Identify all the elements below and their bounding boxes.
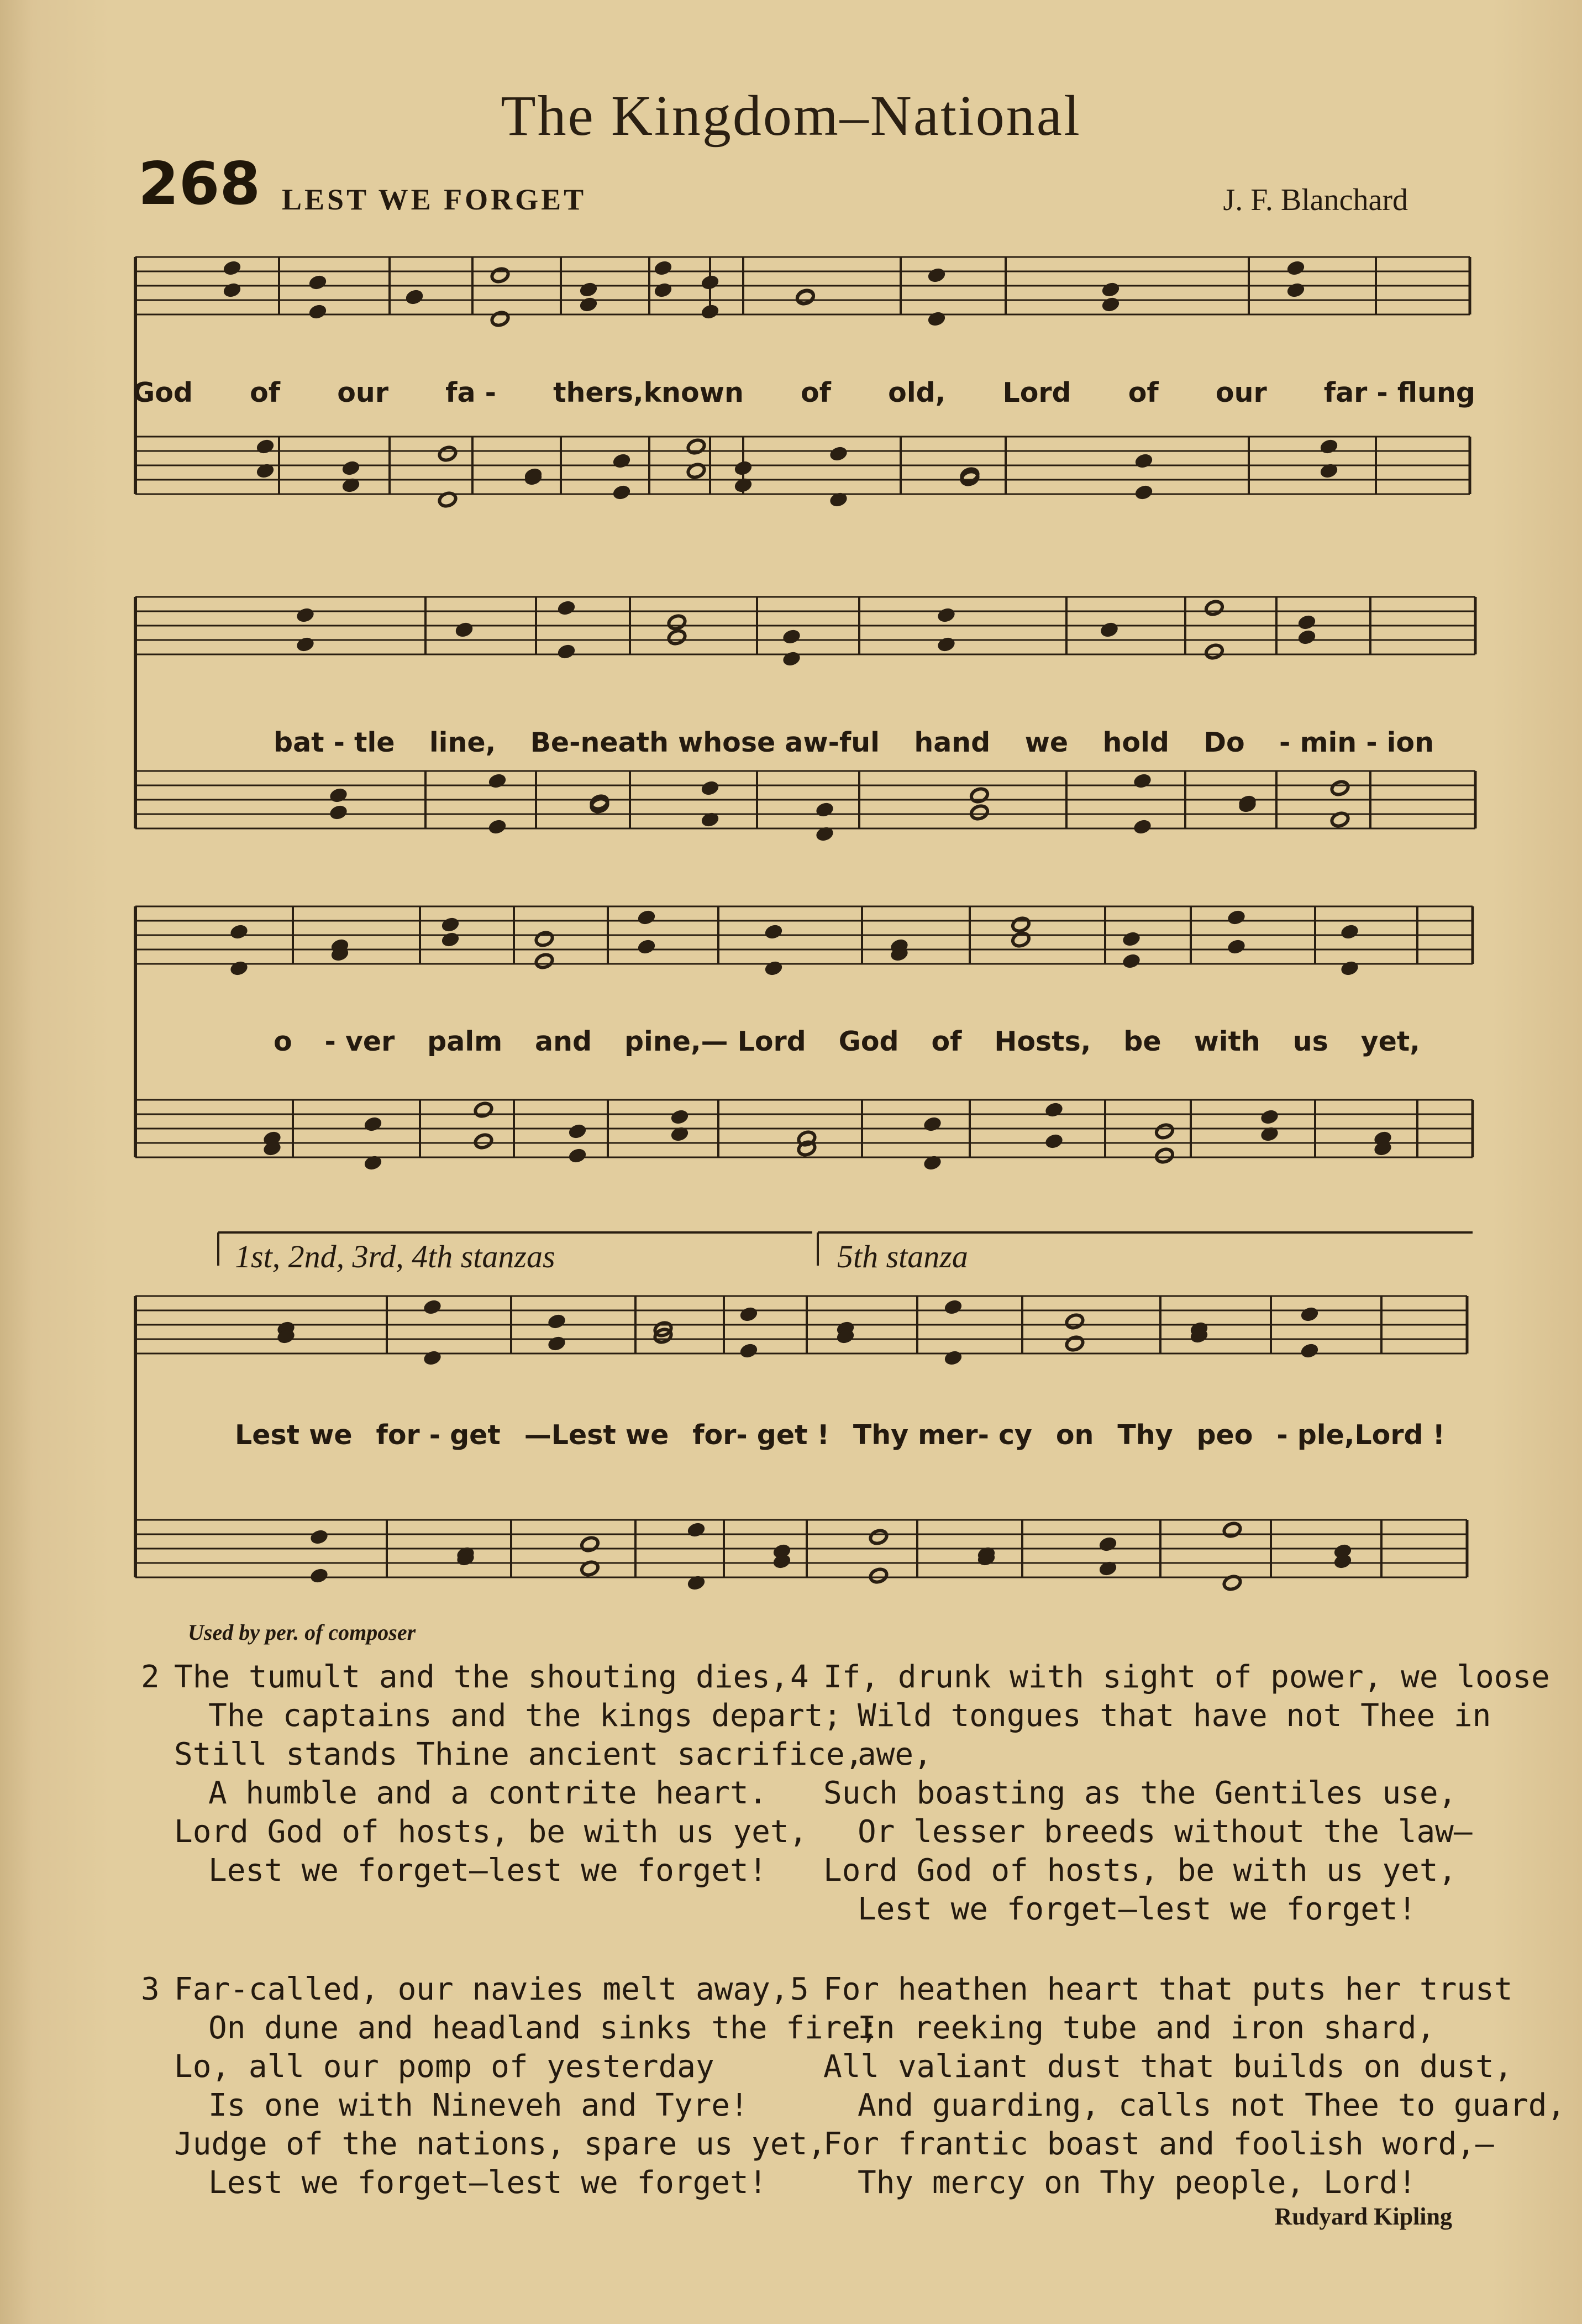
note-head <box>1340 960 1360 977</box>
note-head <box>222 260 242 277</box>
note-head <box>556 643 576 660</box>
note-head <box>700 274 720 291</box>
note-head <box>363 1116 383 1133</box>
note-head <box>296 607 316 624</box>
note-head <box>534 953 554 970</box>
note-head <box>308 274 328 291</box>
note-head <box>970 804 990 821</box>
note-head <box>556 600 576 617</box>
note-head <box>700 303 720 321</box>
note-head <box>686 438 706 455</box>
note-head <box>1319 438 1339 455</box>
note-head <box>1205 643 1224 660</box>
note-head <box>1297 614 1317 631</box>
note-head <box>612 484 632 501</box>
note-head <box>341 460 361 477</box>
note-head <box>1227 938 1247 956</box>
note-head <box>309 1529 329 1546</box>
note-head <box>1122 931 1142 948</box>
note-head <box>1222 1522 1242 1539</box>
note-head <box>653 260 673 277</box>
stanza-2: 2 The tumult and the shouting dies, The captains and the kings depart; Still stands Thine ancient sacrifice, A humble and a contrite heart. Lord God of hosts, be with us yet, Lest we forget—lest we forget! <box>141 1659 864 1888</box>
note-head <box>1133 819 1153 836</box>
second-ending-label: 5th stanza <box>837 1239 968 1274</box>
note-head <box>653 282 673 299</box>
note-head <box>1330 780 1350 797</box>
stanza-5: 5 For heathen heart that puts her trust In reeking tube and iron shard, All valiant dust that builds on dust, And guarding, calls not Thee to guard, For frantic boast and foolish word,— Thy mercy on Thy people, Lord! <box>790 1971 1566 2201</box>
note-head <box>970 787 990 804</box>
note-head <box>667 629 687 646</box>
note-head <box>474 1133 493 1150</box>
note-head <box>686 1522 706 1539</box>
note-head <box>1155 1147 1175 1164</box>
note-head <box>423 1299 443 1316</box>
note-head <box>782 628 802 646</box>
note-head <box>670 1109 690 1126</box>
note-head <box>1286 260 1306 277</box>
note-head <box>404 289 424 306</box>
note-head <box>1340 924 1360 941</box>
note-head <box>474 1101 493 1119</box>
lyrics-system-3: o - ver palm and pine,— Lord God of Hosts, be with us yet, <box>274 1026 1420 1057</box>
note-head <box>1134 484 1154 501</box>
hymn-number: 268 <box>138 150 261 218</box>
note-head <box>869 1567 889 1585</box>
note-head <box>739 1342 759 1360</box>
note-head <box>764 924 784 941</box>
note-head <box>490 311 510 328</box>
note-head <box>534 931 554 948</box>
lyrics-system-1: God of our fa - thers,known of old, Lord of our far - flung <box>133 377 1475 408</box>
note-head <box>296 636 316 653</box>
note-head <box>490 267 510 284</box>
lyrics-system-4: Lest we for - get —Lest we for- get ! Thy mer- cy on Thy peo - ple,Lord ! <box>235 1419 1445 1451</box>
note-head <box>547 1335 567 1352</box>
note-head <box>487 819 507 836</box>
note-head <box>637 909 656 926</box>
note-head <box>637 938 656 956</box>
note-head <box>229 960 249 977</box>
note-head <box>782 650 802 668</box>
note-head <box>937 607 956 624</box>
note-head <box>829 445 849 463</box>
note-head <box>937 636 956 653</box>
note-head <box>329 804 349 821</box>
note-head <box>1134 453 1154 470</box>
note-head <box>796 289 816 306</box>
note-head <box>927 311 947 328</box>
author-credit: Rudyard Kipling <box>1274 2203 1452 2230</box>
note-head <box>943 1299 963 1316</box>
note-head <box>764 960 784 977</box>
note-head <box>567 1123 587 1140</box>
note-head <box>700 780 720 797</box>
tune-name: LEST WE FORGET <box>282 183 587 216</box>
note-head <box>815 801 835 819</box>
note-head <box>1044 1133 1064 1150</box>
note-head <box>440 916 460 933</box>
note-head <box>579 281 598 298</box>
stanza-3: 3 Far-called, our navies melt away, On dune and headland sinks the fire; Lo, all our pomp of yesterday Is one with Nineveh and Tyre! Judge of the nations, spare us yet, Lest we forget—lest we forget! <box>141 1971 879 2201</box>
note-head <box>255 438 275 455</box>
note-head <box>580 1536 600 1553</box>
note-head <box>612 453 632 470</box>
note-head <box>1101 281 1121 298</box>
note-head <box>1044 1101 1064 1119</box>
note-head <box>739 1306 759 1323</box>
note-head <box>567 1147 587 1164</box>
note-head <box>869 1529 889 1546</box>
note-head <box>579 296 598 313</box>
note-head <box>927 267 947 284</box>
note-head <box>1122 953 1142 970</box>
note-head <box>1011 916 1031 933</box>
stanza-4: 4 If, drunk with sight of power, we loose Wild tongues that have not Thee in awe, Such boasting as the Gentiles use, Or lesser breeds without the law— Lord God of hosts, be with us yet, Lest we forget—lest we forget! <box>790 1659 1550 1927</box>
note-head <box>1133 773 1153 790</box>
note-head <box>329 787 349 804</box>
permission-note: Used by per. of composer <box>188 1620 416 1645</box>
note-head <box>1065 1313 1085 1330</box>
note-head <box>1098 1536 1118 1553</box>
note-head <box>1101 296 1121 313</box>
note-head <box>1227 909 1247 926</box>
note-head <box>438 445 458 463</box>
note-head <box>1300 1306 1320 1323</box>
note-head <box>308 303 328 321</box>
first-ending-label: 1st, 2nd, 3rd, 4th stanzas <box>235 1239 555 1274</box>
note-head <box>440 931 460 948</box>
note-head <box>547 1313 567 1330</box>
note-head <box>1011 931 1031 948</box>
note-head <box>309 1567 329 1585</box>
note-head <box>229 924 249 941</box>
note-head <box>1260 1109 1280 1126</box>
note-head <box>1065 1335 1085 1352</box>
note-head <box>923 1116 943 1133</box>
note-head <box>1205 600 1224 617</box>
note-head <box>423 1350 443 1367</box>
note-head <box>1100 622 1120 639</box>
section-title: The Kingdom–National <box>501 84 1081 148</box>
note-head <box>487 773 507 790</box>
note-head <box>1286 282 1306 299</box>
note-head <box>1300 1342 1320 1360</box>
note-head <box>222 282 242 299</box>
note-head <box>1155 1123 1175 1140</box>
lyrics-system-2: bat - tle line, Be-neath whose aw-ful hand we hold Do - min - ion <box>274 727 1434 758</box>
composer-credit: J. F. Blanchard <box>1223 183 1408 217</box>
note-head <box>943 1350 963 1367</box>
note-head <box>733 460 753 477</box>
note-head <box>1297 629 1317 646</box>
note-head <box>454 622 474 639</box>
note-head <box>667 614 687 631</box>
